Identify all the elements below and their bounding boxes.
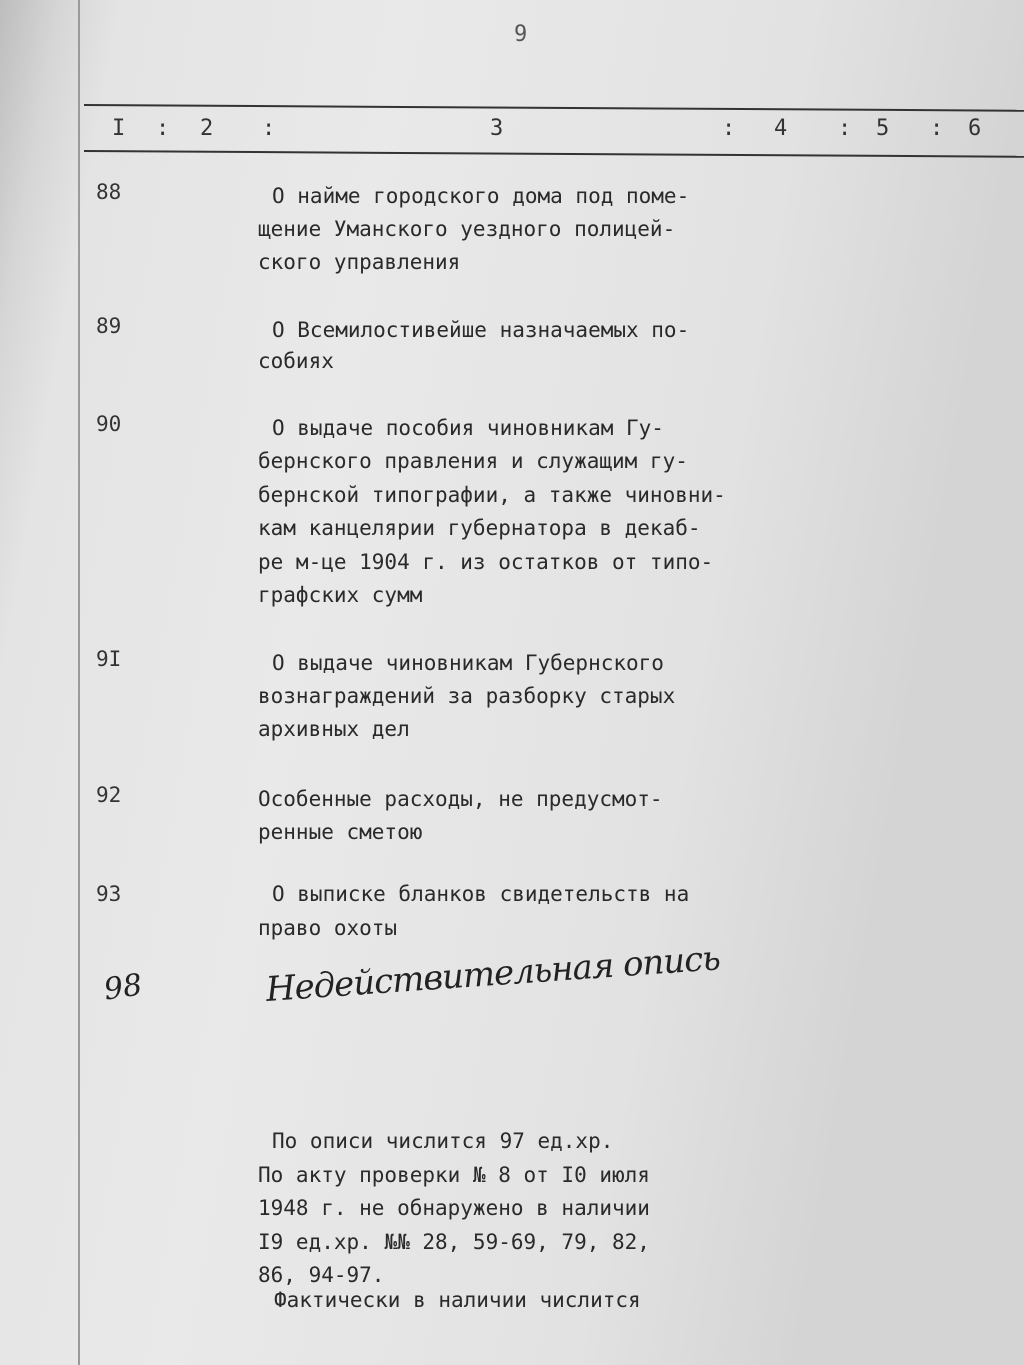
entry-title-line: ре м-це 1904 г. из остатков от типо- (258, 550, 714, 574)
entry-number: 89 (96, 314, 122, 338)
entry-title-line: ренные сметою (258, 820, 423, 844)
summary-line: 86, 94-97. (258, 1263, 385, 1287)
column-header-5: 5 (876, 116, 890, 141)
binding-edge (78, 0, 80, 1365)
header-rule-top (84, 104, 1024, 112)
column-separator-2: : (262, 116, 276, 141)
page-number: 9 (514, 22, 528, 47)
column-separator-5: : (930, 116, 944, 141)
entry-title-line: О найме городского дома под поме- (272, 184, 690, 208)
entry-title-line: щение Уманского уездного полицей- (258, 217, 676, 241)
entry-title-line: бернского правления и служащим гу- (258, 449, 688, 473)
header-rule-bottom (84, 150, 1024, 158)
entry-title-line: ского управления (258, 250, 461, 274)
entry-title-line: О выдаче пособия чиновникам Гу- (272, 416, 664, 440)
column-separator-3: : (722, 116, 736, 141)
entry-title-line: кам канцелярии губернатора в декаб- (258, 516, 701, 540)
entry-title-line: О выдаче чиновникам Губернского (272, 651, 664, 675)
column-header-2: 2 (200, 116, 214, 141)
column-separator-4: : (838, 116, 852, 141)
summary-block (258, 1125, 650, 1293)
column-separator-1: : (156, 116, 170, 141)
column-header-1: I (112, 116, 126, 141)
column-header-6: 6 (968, 116, 982, 141)
summary-line: По описи числится 97 ед.хр. (272, 1129, 614, 1153)
column-header-4: 4 (774, 116, 788, 141)
entry-number: 92 (96, 783, 122, 807)
entry-title-line: графских сумм (258, 583, 423, 607)
summary-line: По акту проверки № 8 от I0 июля (258, 1162, 650, 1187)
summary-last-line: Фактически в наличии числится (274, 1288, 641, 1312)
entry-number: 93 (96, 882, 122, 906)
entry-title-line: О выписке бланков свидетельств на (272, 882, 690, 906)
summary-line: 1948 г. не обнаружено в наличии (258, 1196, 650, 1220)
entry-title-line: О Всемилостивейше назначаемых по- (272, 318, 690, 342)
column-header-3: 3 (490, 116, 504, 141)
entry-title-line: бернской типографии, а также чиновни- (258, 483, 726, 507)
entry-title-line: вознаграждений за разборку старых (258, 684, 676, 708)
entry-title-line: собиях (258, 349, 334, 373)
entry-title-line: право охоты (258, 916, 398, 940)
handwritten-note: Недействительная опись (264, 938, 721, 1010)
handwritten-entry-number: 98 (101, 967, 145, 1008)
entry-number: 90 (96, 412, 122, 436)
entry-number: 88 (96, 180, 122, 204)
summary-line: I9 ед.хр. №№ 28, 59-69, 79, 82, (258, 1229, 650, 1254)
entry-title-line: Особенные расходы, не предусмот- (258, 787, 663, 811)
entry-number: 9I (96, 647, 122, 671)
entry-title-line: архивных дел (258, 717, 410, 741)
